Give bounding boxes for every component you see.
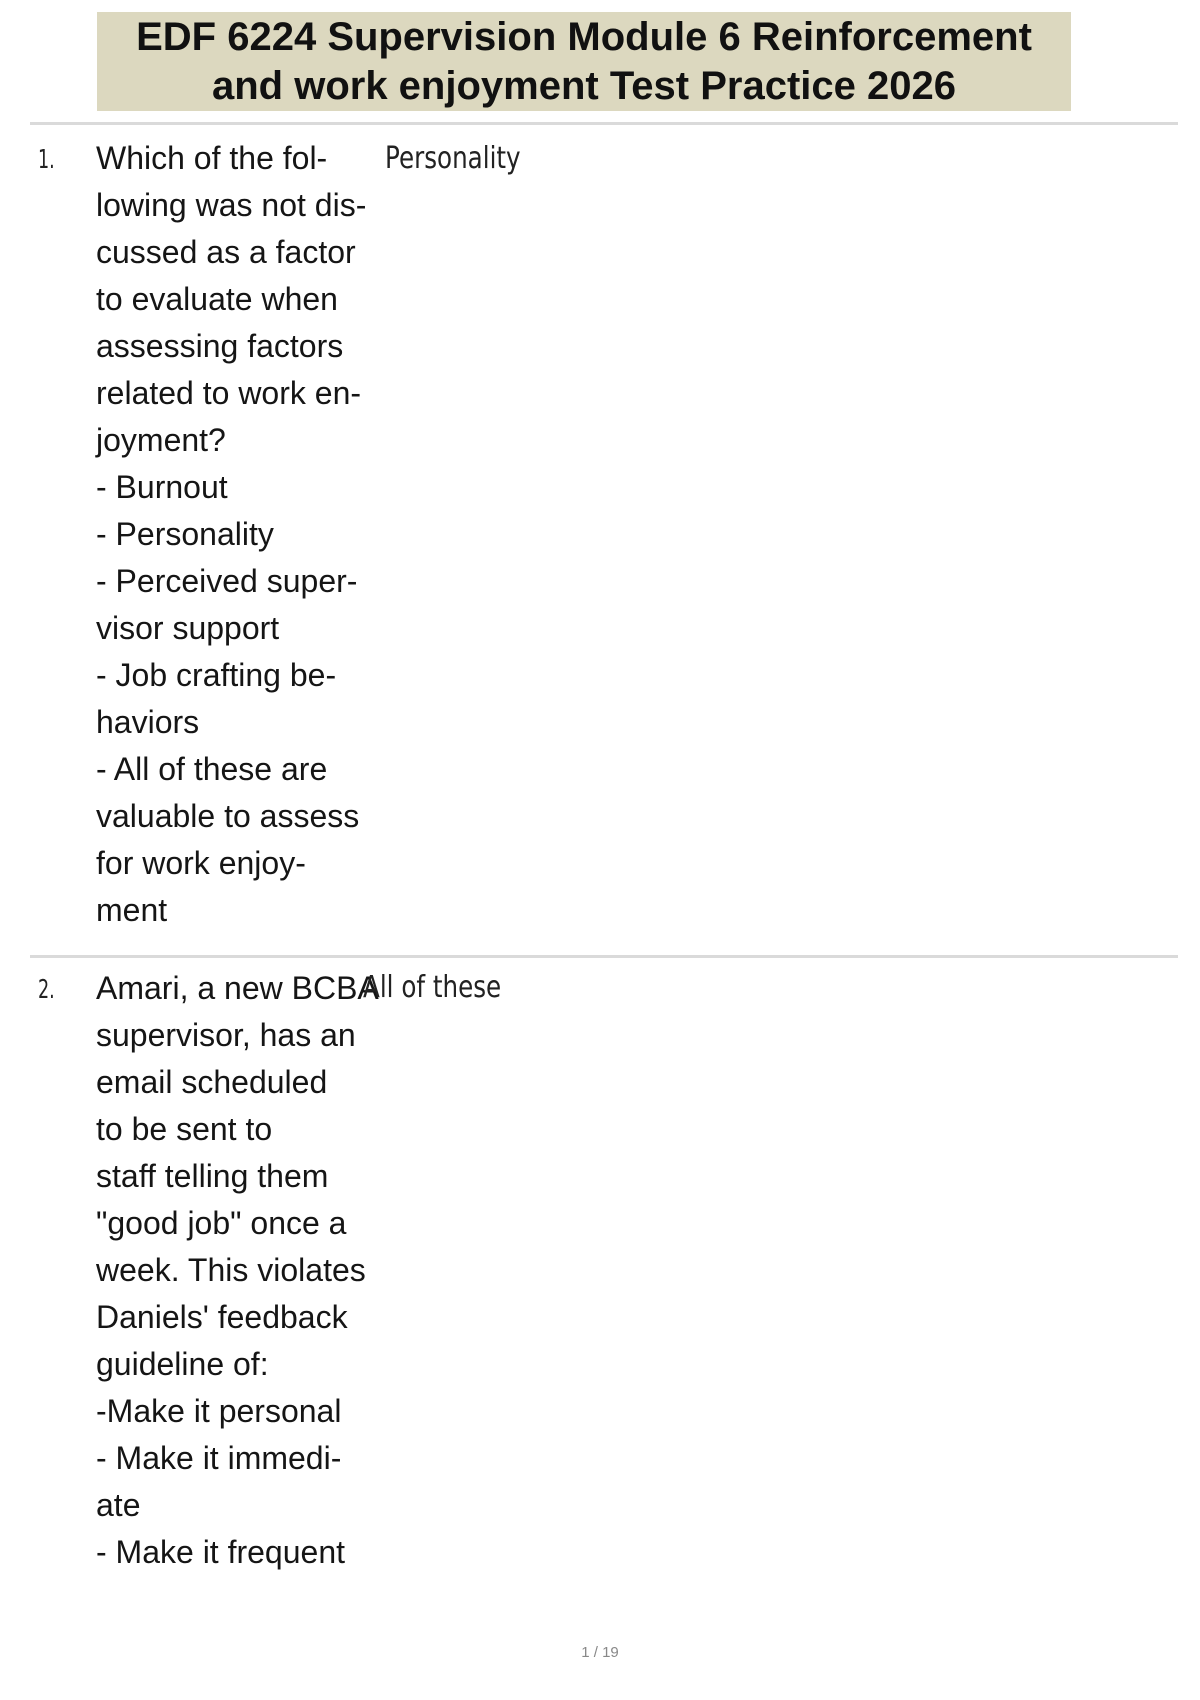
card-2-question-line: guideline of: bbox=[96, 1346, 269, 1382]
card-2-question bbox=[96, 965, 386, 1576]
card-2-answer: All of these bbox=[363, 970, 502, 1005]
card-1-question-line: related to work en- bbox=[96, 375, 362, 411]
card-1-number: 1. bbox=[38, 145, 55, 175]
card-2-question-line: "good job" once a bbox=[96, 1205, 347, 1241]
card-1-option: - Burnout bbox=[96, 469, 228, 505]
document-title-banner bbox=[97, 12, 1071, 111]
card-2-number: 2. bbox=[38, 975, 55, 1005]
card-1-option: - Personality bbox=[96, 516, 274, 552]
card-1-question-line: cussed as a factor bbox=[96, 234, 356, 270]
card-1-question-line: joyment? bbox=[96, 422, 226, 458]
document-title-line-1: EDF 6224 Supervision Module 6 Reinforcement bbox=[136, 14, 1032, 59]
card-2-question-line: email scheduled bbox=[96, 1064, 328, 1100]
card-2-option: - Make it frequent bbox=[96, 1534, 345, 1570]
card-2-question-line: to be sent to bbox=[96, 1111, 273, 1147]
card-2-question-line: Daniels' feedback bbox=[96, 1299, 348, 1335]
card-2-question-line: week. This violates bbox=[96, 1252, 366, 1288]
card-1-option: - All of these are bbox=[96, 751, 328, 787]
card-1-option: visor support bbox=[96, 610, 280, 646]
divider bbox=[30, 955, 1178, 958]
card-2-question-line: staff telling them bbox=[96, 1158, 329, 1194]
card-1-question-line: lowing was not dis- bbox=[96, 187, 367, 223]
card-2-question-line: Amari, a new BCBA bbox=[96, 970, 379, 1006]
card-1-question bbox=[96, 135, 386, 934]
card-2-question-line: supervisor, has an bbox=[96, 1017, 356, 1053]
card-1-question-line: Which of the fol- bbox=[96, 140, 328, 176]
page-indicator: 1 / 19 bbox=[581, 1644, 619, 1661]
card-1-question-line: assessing factors bbox=[96, 328, 344, 364]
card-1-option: ment bbox=[96, 892, 168, 928]
document-title-line-2: and work enjoyment Test Practice 2026 bbox=[211, 63, 956, 108]
card-2-option: - Make it immedi- bbox=[96, 1440, 342, 1476]
card-1-question-line: to evaluate when bbox=[96, 281, 338, 317]
card-1-option: - Perceived super- bbox=[96, 563, 358, 599]
card-2-option: -Make it personal bbox=[96, 1393, 342, 1429]
card-1-answer: Personality bbox=[385, 141, 521, 176]
card-1-option: haviors bbox=[96, 704, 200, 740]
card-1-option: - Job crafting be- bbox=[96, 657, 337, 693]
card-1-option: valuable to assess bbox=[96, 798, 360, 834]
card-2-option: ate bbox=[96, 1487, 141, 1523]
divider bbox=[30, 122, 1178, 125]
card-1-option: for work enjoy- bbox=[96, 845, 306, 881]
